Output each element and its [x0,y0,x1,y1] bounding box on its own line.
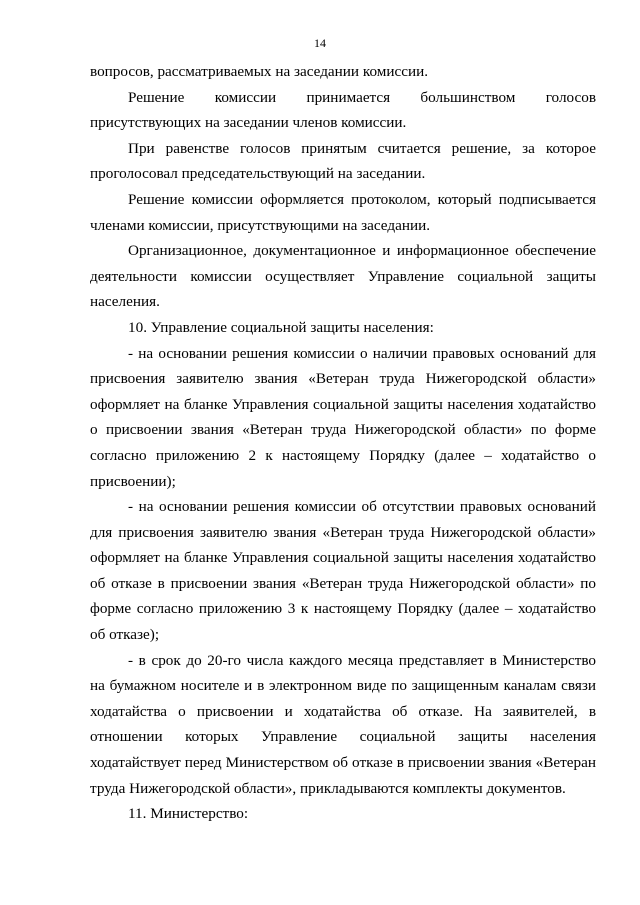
page-number: 14 [314,36,326,50]
paragraph-item-10-submission: - в срок до 20-го числа каждого месяца представляет в Министерство на бумажном носителе и в электронном виде по защищенным каналам связи ходатайства о присвоении и ходатайства об отказе. На заявителей, в отношении которых Управление социальной защиты населения ходатайствует перед Министерством об отказе в присвоении звания «Ветеран труда Нижегородской области», прикладываются комплекты документов. [90,651,596,797]
paragraph-item-10-heading: 10. Управление социальной защиты населения: [128,318,434,336]
document-body [90,59,596,827]
paragraph-protocol: Решение комиссии оформляется протоколом, который подписывается членами комиссии, присутствующими на заседании. [90,190,596,234]
paragraph-item-10-grant-petition: - на основании решения комиссии о наличии правовых оснований для присвоения заявителю звания «Ветеран труда Нижегородской области» оформляет на бланке Управления социальной защиты населения ходатайство о присвоении звания «Ветеран труда Нижегородской области» по форме согласно приложению 2 к настоящему Порядку (далее – ходатайство о присвоении); [90,344,596,490]
paragraph-item-10-refusal-petition: - на основании решения комиссии об отсутствии правовых оснований для присвоения заявителю звания «Ветеран труда Нижегородской области» оформляет на бланке Управления социальной защиты населения ходатайство об отказе в присвоении звания «Ветеран труда Нижегородской области» по форме согласно приложению 3 к настоящему Порядку (далее – ходатайство об отказе); [90,498,596,644]
paragraph-organizational-support: Организационное, документационное и информационное обеспечение деятельности комиссии осуществляет Управление социальной защиты населения. [90,242,596,311]
paragraph-item-11-heading: 11. Министерство: [128,805,249,823]
paragraph-equal-votes: При равенстве голосов принятым считается решение, за которое проголосовал председательствующий на заседании. [90,139,596,183]
paragraph-decision-majority: Решение комиссии принимается большинством голосов присутствующих на заседании членов комиссии. [90,88,596,132]
paragraph-continuation: вопросов, рассматриваемых на заседании комиссии. [90,63,429,80]
